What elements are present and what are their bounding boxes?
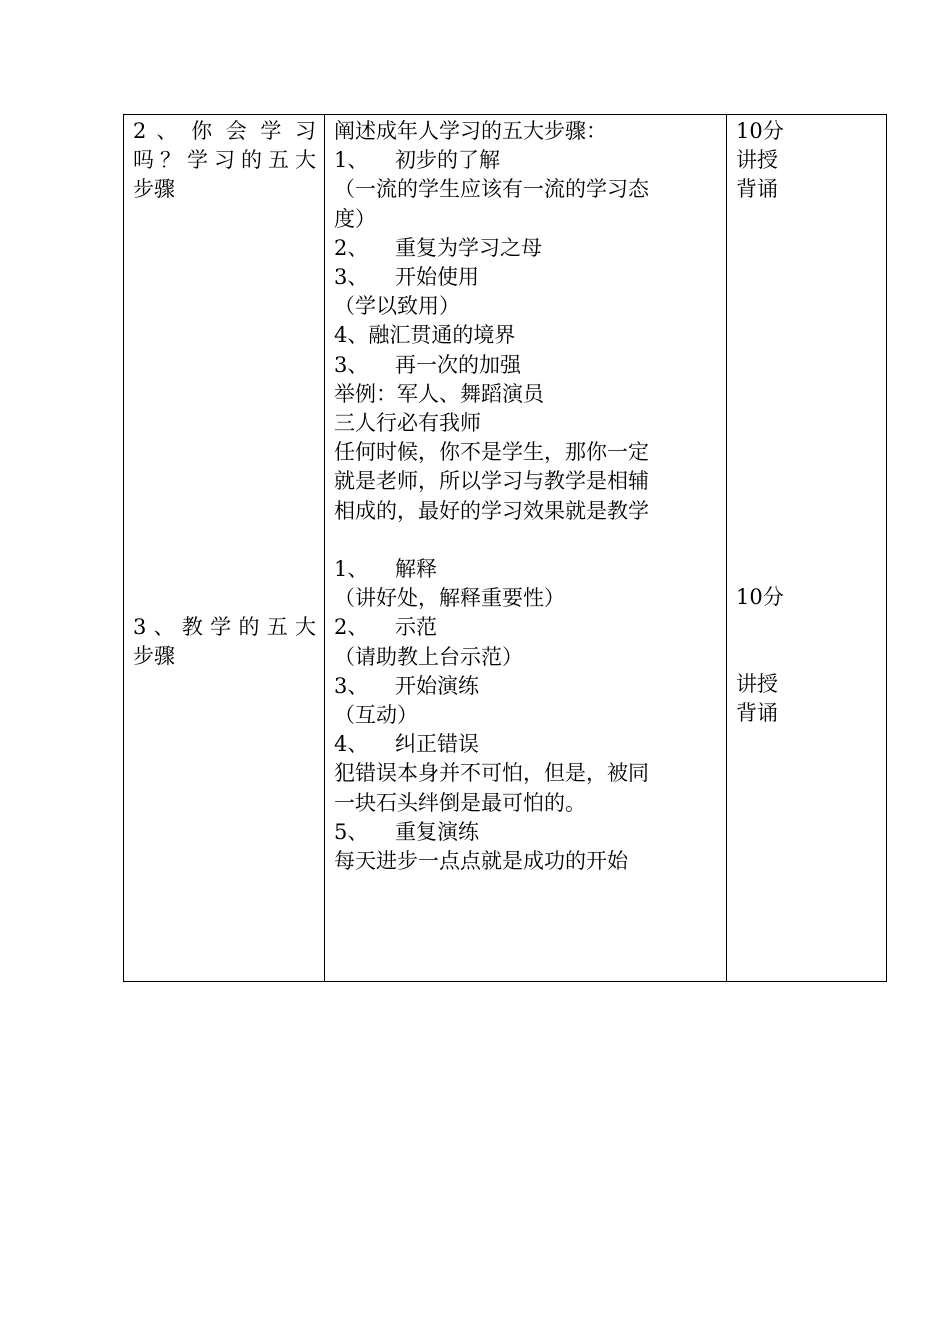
learning-line-12: 任何时候，你不是学生，那你一定	[334, 440, 649, 465]
topic-cell	[124, 115, 325, 982]
lesson-plan-table	[123, 114, 887, 982]
teaching-line-7: 4、 纠正错误	[334, 732, 480, 757]
learning-line-3: （一流的学生应该有一流的学习态	[334, 177, 649, 202]
topic-2-line-3: 步骤	[133, 177, 175, 202]
duration-1: 10分	[736, 119, 784, 143]
topic-2-line-2: 吗？学习的五大	[133, 148, 316, 173]
teaching-line-6: （互动）	[334, 703, 418, 728]
learning-line-1: 阐述成年人学习的五大步骤：	[334, 119, 607, 143]
duration-2: 10分	[736, 584, 784, 609]
table-row	[124, 115, 887, 982]
teaching-line-4: （请助教上台示范）	[334, 644, 523, 669]
learning-line-9: 3、 再一次的加强	[334, 352, 522, 377]
teaching-line-1: 1、 解释	[334, 557, 438, 582]
learning-line-6: 3、 开始使用	[334, 265, 480, 290]
topic-2-line-1: 2 、 你 会 学 习	[133, 119, 316, 143]
time-method-cell	[727, 115, 887, 982]
learning-line-11: 三人行必有我师	[334, 411, 481, 436]
teaching-line-11: 每天进步一点点就是成功的开始	[334, 849, 628, 874]
topic-3-line-1: 3、教学的五大	[133, 614, 316, 639]
learning-line-13: 就是老师，所以学习与教学是相辅	[334, 469, 649, 494]
teaching-line-3: 2、 示范	[334, 615, 438, 640]
learning-line-7: （学以致用）	[334, 294, 460, 319]
learning-line-10: 举例：军人、舞蹈演员	[334, 381, 544, 406]
method-2-recite: 背诵	[736, 701, 778, 726]
topic-3-line-2: 步骤	[133, 643, 175, 668]
teaching-line-2: （讲好处，解释重要性）	[334, 586, 565, 611]
content-cell	[325, 115, 727, 982]
method-1-recite: 背诵	[736, 177, 778, 202]
method-1-lecture: 讲授	[736, 148, 778, 173]
method-2-lecture: 讲授	[736, 672, 778, 697]
learning-line-4: 度）	[334, 206, 376, 231]
teaching-line-9: 一块石头绊倒是最可怕的。	[334, 790, 586, 815]
learning-line-8: 4、融汇贯通的境界	[334, 323, 516, 348]
teaching-line-8: 犯错误本身并不可怕，但是，被同	[334, 761, 649, 786]
learning-line-14: 相成的，最好的学习效果就是教学	[334, 498, 649, 523]
teaching-line-10: 5、 重复演练	[334, 819, 480, 844]
learning-line-5: 2、 重复为学习之母	[334, 235, 543, 260]
teaching-line-5: 3、 开始演练	[334, 673, 480, 698]
learning-line-2: 1、 初步的了解	[334, 148, 501, 173]
